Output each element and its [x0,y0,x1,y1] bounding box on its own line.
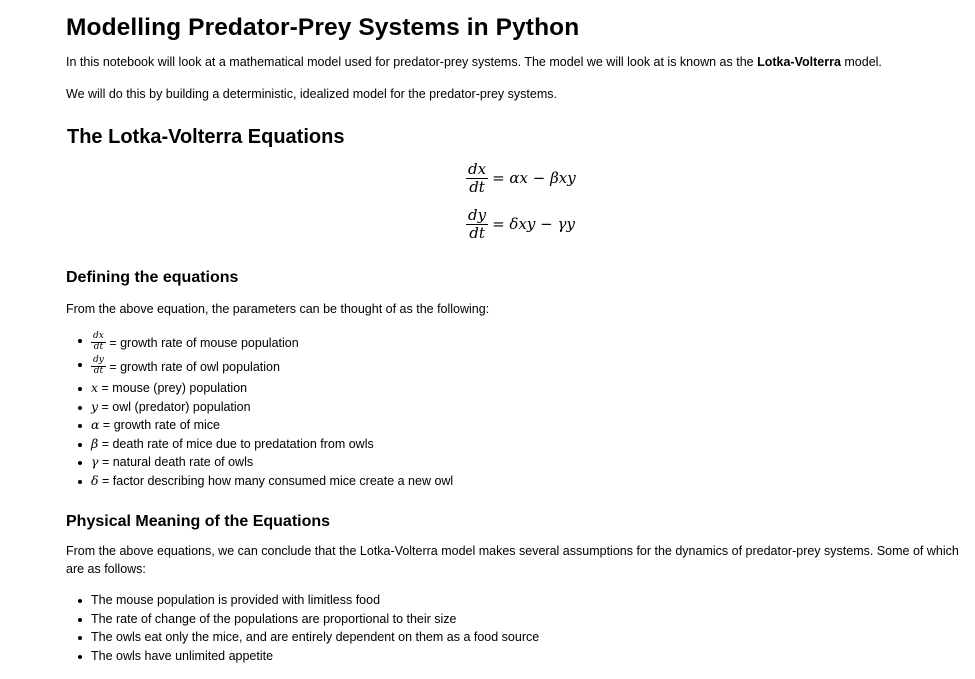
intro-paragraph-2: We will do this by building a deterministic, idealized model for the predator-prey systems. [66,87,557,101]
list-item-symbol: δ [91,472,99,488]
list-item-symbol: γ [91,454,99,469]
section-heading-physical: Physical Meaning of the Equations [66,513,331,530]
page-title: Modelling Predator-Prey Systems in Python [66,14,580,41]
equation-predator-denominator: dt [469,223,485,242]
list-item-fraction [91,356,106,377]
physical-intro: From the above equations, we can conclude that the Lotka-Volterra model makes several assumptions for the dynamics of predator-prey systems. Some of which are as follows: [66,544,959,576]
list-item-symbol: y [91,398,99,414]
list-item-symbol: x [91,380,99,395]
list-item-text: = owl (predator) population [98,399,251,414]
equation-prey-numerator: dx [468,160,487,178]
list-item [76,435,453,454]
equation-prey-rhs: = αx − βxy [492,169,576,187]
equation-predator [466,207,575,241]
list-item-symbol: β [91,435,99,451]
list-item: The owls have unlimited appetite [76,647,539,666]
equation-prey [466,161,576,195]
list-item-text: = growth rate of mouse population [105,336,299,350]
list-item-text: = growth rate of mice [99,418,220,432]
list-item [76,398,453,417]
list-item-text: = mouse (prey) population [98,381,248,395]
equation-predator-derivative [466,207,488,241]
list-item [76,331,453,355]
list-item [76,472,453,491]
intro-paragraph-1 [66,53,882,71]
list-item-symbol: α [91,417,100,432]
list-item-text: = factor describing how many consumed mice create a new owl [98,473,454,488]
list-item [76,453,453,472]
list-item [76,355,453,379]
list-item: The mouse population is provided with limitless food [76,591,539,610]
section-heading-equations: The Lotka-Volterra Equations [67,126,345,148]
list-item-fraction [91,332,106,353]
equation-prey-derivative [466,161,488,195]
list-item-fraction-den: dt [93,342,104,353]
list-item-text: = death rate of mice due to predatation from owls [98,436,374,451]
equation-predator-rhs: = δxy − γy [492,215,575,233]
list-item [76,416,453,435]
list-item-fraction-num: dx [93,331,104,342]
list-item [76,379,453,398]
intro-text-end: model. [840,55,882,69]
list-item: The owls eat only the mice, and are entirely dependent on them as a food source [76,628,539,647]
list-item-fraction-den: dt [93,366,104,377]
defining-intro: From the above equation, the parameters can be thought of as the following: [66,302,490,316]
intro-bold-term: Lotka-Volterra [757,55,841,69]
intro-text-start: In this notebook will look at a mathematical model used for predator-prey systems. The model we will look at is known as the [66,55,758,69]
list-item-text: = natural death rate of owls [98,455,254,469]
list-item: The rate of change of the populations are proportional to their size [76,610,539,629]
list-item-text: = growth rate of owl population [105,360,280,374]
equation-prey-denominator: dt [469,177,485,196]
list-item-fraction-num: dy [93,355,104,366]
equation-predator-numerator: dy [468,206,487,224]
assumption-list [76,591,539,665]
parameter-list [76,331,453,490]
section-heading-defining: Defining the equations [66,269,239,286]
